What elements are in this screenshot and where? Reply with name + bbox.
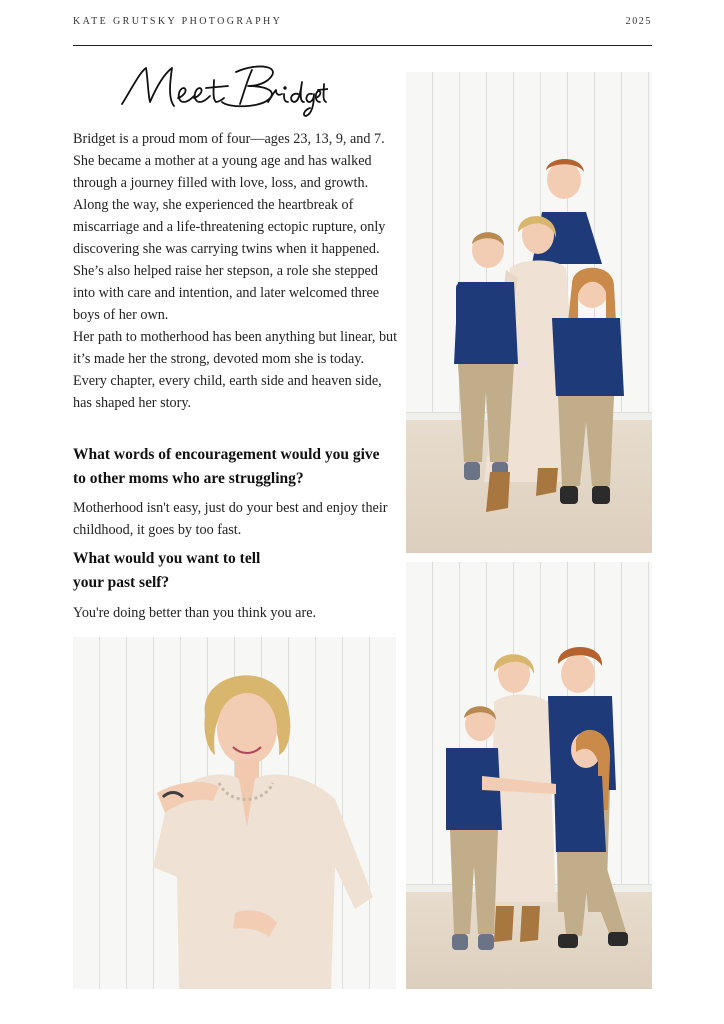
answer-1: Motherhood isn't easy, just do your best and enjoy their childhood, it goes by too fast. xyxy=(73,500,388,538)
header-rule xyxy=(73,45,652,46)
family-photo-standing xyxy=(406,72,652,553)
question-1: What words of encouragement would you give to other moms who are struggling? xyxy=(73,446,380,487)
mother-portrait-photo xyxy=(73,637,396,989)
answer-2: You're doing better than you think you are. xyxy=(73,605,317,621)
intro-paragraph-2: Along the way, she experienced the heartbreak of miscarriage and a life-threatening ectopic rupture, only discovering she was carrying twins when it happened. She’s also helped raise her stepson, a role she stepped into with care and intention, and later welcomed three boys of her own. xyxy=(73,197,386,323)
brand-name: KATE GRUTSKY PHOTOGRAPHY xyxy=(73,16,283,27)
intro-paragraph-1: Bridget is a proud mom of four—ages 23, 13, 9, and 7. She became a mother at a young age and has walked through a journey filled with love, loss, and growth. xyxy=(73,131,385,191)
family-photo-hug xyxy=(406,562,652,989)
question-2 xyxy=(73,547,403,595)
question-2-line-1: What would you want to tell xyxy=(73,550,261,567)
year: 2025 xyxy=(625,16,652,27)
question-2-line-2: your past self? xyxy=(73,574,170,591)
title-script xyxy=(118,58,328,118)
intro-paragraph-3: Her path to motherhood has been anything but linear, but it’s made her the strong, devoted mom she is today. Every chapter, every child, earth side and heaven side, has shaped her story. xyxy=(73,329,398,411)
intro-text xyxy=(73,128,400,414)
